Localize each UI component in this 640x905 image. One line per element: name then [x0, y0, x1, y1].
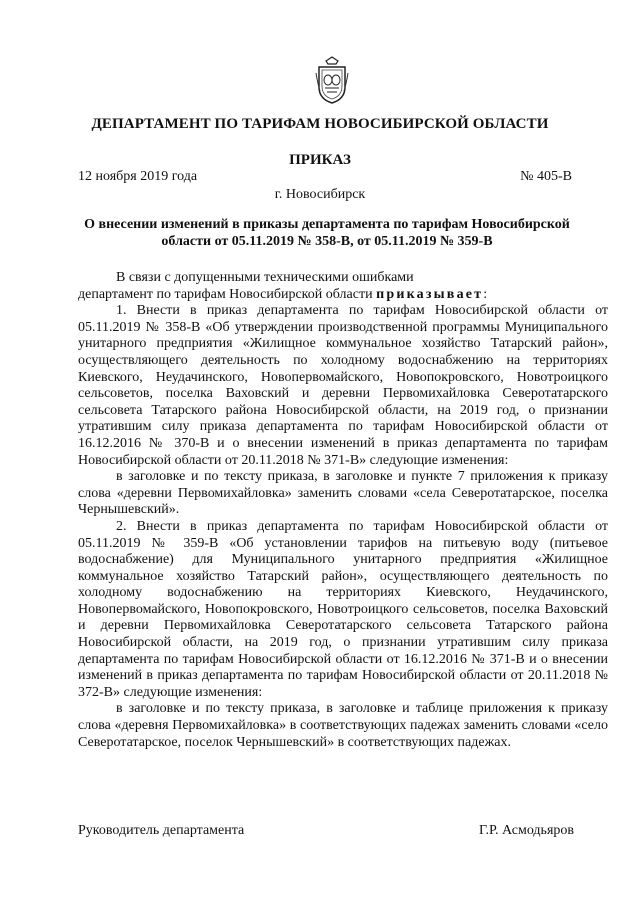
- item-1-change: в заголовке и по тексту приказа, в заголовке и пункте 7 приложения к приказу слова «деревни Первомихайловка» заменить словами «села Северотатарское, поселка Чернышевский».: [78, 469, 608, 518]
- orders-colon: :: [483, 286, 488, 302]
- orders-word: приказывает: [376, 286, 484, 302]
- signature-name: Г.Р. Асмодьяров: [478, 823, 574, 838]
- document-type: ПРИКАЗ: [289, 152, 351, 168]
- intro-text: департамент по тарифам Новосибирской области: [78, 286, 373, 302]
- coat-of-arms-icon: [314, 55, 350, 105]
- item-2: 2. Внести в приказ департамента по тарифам Новосибирской области от 05.11.2019 № 359-В «Об установлении тарифов на питьевую воду (питьевое водоснабжение) для Муниципального унитарного предприятия «Жилищное коммунальное хозяйство Татарский район», осуществляющего деятельность по холодному водоснабжению на территориях Киевского, Неудачинского, Новопервомайского, Новопокровского, Новотроицкого сельсоветов, поселка Ваховский и деревни Первомихайловка Северотатарского сельсовета Татарского района Новосибирской области, на 2019 год, о признании утратившим силу приказа департамента по тарифам Новосибирской области от 16.12.2016 № 371-В и о внесении изменений в приказ департамента по тарифам Новосибирской области от 20.11.2018 № 372-В» следующие изменения:: [78, 518, 608, 700]
- intro-line-2: [78, 287, 608, 304]
- document-body: [78, 270, 608, 751]
- document-date: 12 ноября 2019 года: [78, 169, 198, 184]
- signature-title: Руководитель департамента: [78, 823, 245, 838]
- intro-line-1: В связи с допущенными техническими ошибками: [116, 270, 414, 285]
- department-title: ДЕПАРТАМЕНТ ПО ТАРИФАМ НОВОСИБИРСКОЙ ОБЛАСТИ: [91, 116, 549, 132]
- item-2-change: в заголовке и по тексту приказа, в заголовке и таблице приложения к приказу слова «деревня Первомихайловка» в соответствующих падежах заменить словами «село Северотатарское, поселок Чернышевский» в соответствующих падежах.: [78, 701, 608, 750]
- document-subject: О внесении изменений в приказы департамента по тарифам Новосибирской области от 05.11.2019 № 358-В, от 05.11.2019 № 359-В: [84, 217, 570, 249]
- item-1: 1. Внести в приказ департамента по тарифам Новосибирской области от 05.11.2019 № 358-В «Об утверждении производственной программы Муниципального унитарного предприятия «Жилищное коммунальное хозяйство Татарский район», осуществляющего деятельность по холодному водоснабжению на территориях Киевского, Неудачинского, Новопервомайского, Новопокровского, Новотроицкого сельсоветов, поселка Ваховский и деревни Первомихайловка Северотатарского сельсовета Татарского района Новосибирской области, на 2019 год, о признании утратившим силу приказа департамента по тарифам Новосибирской области от 16.12.2016 № 370-В и о внесении изменений в приказ департамента по тарифам Новосибирской области от 20.11.2018 № 371-В» следующие изменения:: [78, 303, 608, 468]
- document-city: г. Новосибирск: [274, 187, 366, 202]
- document-number: № 405-В: [520, 169, 572, 184]
